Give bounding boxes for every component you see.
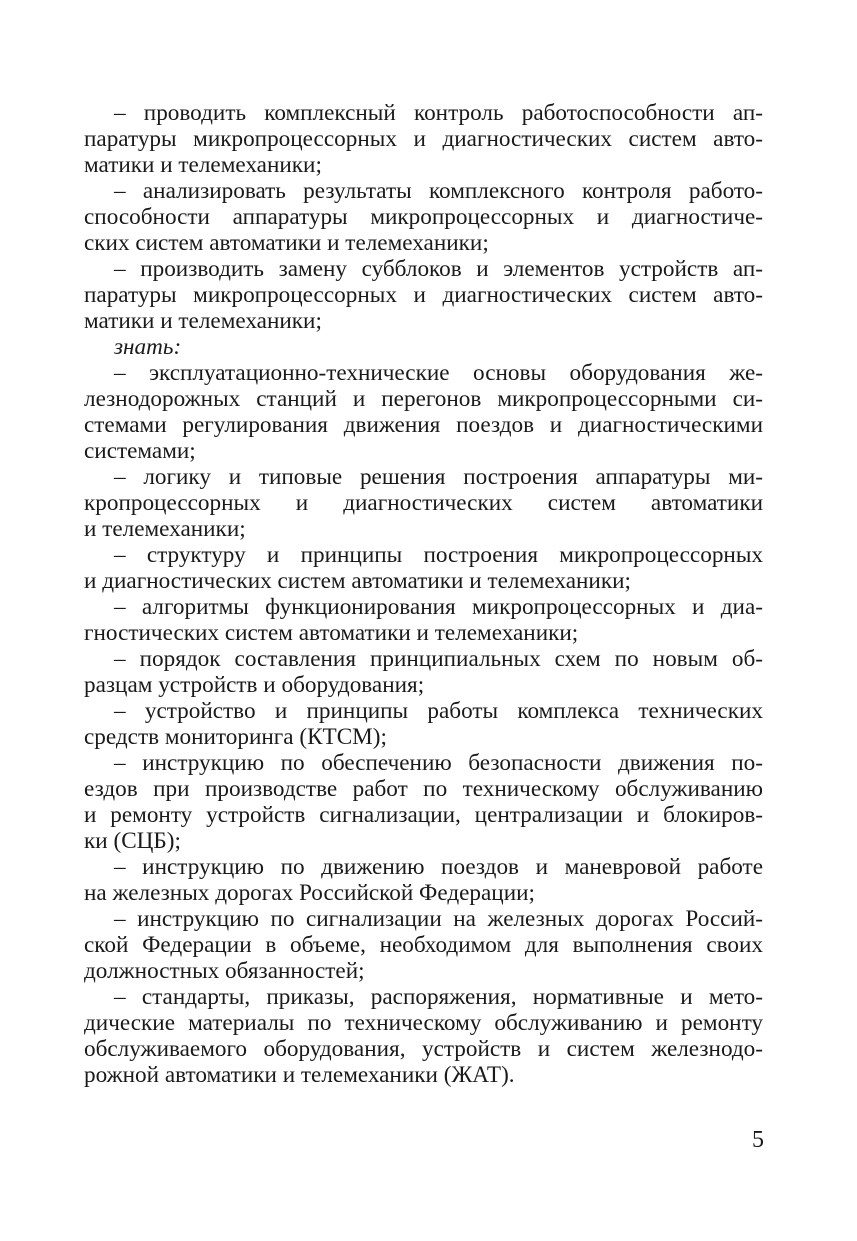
text-line: и телемеханики; [84,516,246,542]
text-line: паратуры микропроцессорных и диагностических систем авто- [84,282,763,308]
section-heading-know: знать: [114,334,182,360]
page-body [84,100,763,1088]
text-line: матики и телемеханики; [84,152,322,178]
text-line: ездов при производстве работ по техническому обслуживанию [84,776,763,802]
text-line: – эксплуатационно-технические основы оборудования же- [114,360,763,386]
text-line: рожной автоматики и телемеханики (ЖАТ). [84,1062,515,1088]
text-line: лезнодорожных станций и перегонов микропроцессорными си- [84,386,763,412]
text-line: гностических систем автоматики и телемеханики; [84,620,579,646]
text-line: – анализировать результаты комплексного контроля работо- [114,178,763,204]
text-line: системами; [84,438,196,464]
text-line: – производить замену субблоков и элементов устройств ап- [114,256,763,282]
text-line: обслуживаемого оборудования, устройств и систем железнодо- [84,1036,763,1062]
text-line: – структуру и принципы построения микропроцессорных [114,542,763,568]
text-line: стемами регулирования движения поездов и диагностическими [84,412,763,438]
text-line: паратуры микропроцессорных и диагностических систем авто- [84,126,763,152]
text-line: матики и телемеханики; [84,308,322,334]
text-line: способности аппаратуры микропроцессорных и диагностиче- [84,204,763,230]
text-line: разцам устройств и оборудования; [84,672,425,698]
text-line: и диагностических систем автоматики и телемеханики; [84,568,631,594]
text-line: – проводить комплексный контроль работоспособности ап- [114,100,763,126]
text-line: кропроцессорных и диагностических систем автоматики [84,490,763,516]
text-line: – устройство и принципы работы комплекса технических [114,698,763,724]
page-number: 5 [752,1127,764,1153]
text-line: ских систем автоматики и телемеханики; [84,230,489,256]
text-line: – инструкцию по сигнализации на железных дорогах Россий- [114,906,763,932]
text-line: ки (СЦБ); [84,828,181,854]
text-line: – стандарты, приказы, распоряжения, нормативные и мето- [114,984,763,1010]
text-line: – инструкцию по обеспечению безопасности движения по- [114,750,763,776]
text-line: ской Федерации в объеме, необходимом для выполнения своих [84,932,763,958]
text-line: должностных обязанностей; [84,958,365,984]
text-line: – порядок составления принципиальных схем по новым об- [114,646,763,672]
text-line: дические материалы по техническому обслуживанию и ремонту [84,1010,763,1036]
text-line: средств мониторинга (КТСМ); [84,724,387,750]
text-line: – логику и типовые решения построения аппаратуры ми- [114,464,763,490]
text-line: – алгоритмы функционирования микропроцессорных и диа- [114,594,763,620]
text-line: на железных дорогах Российской Федерации; [84,880,535,906]
text-line: – инструкцию по движению поездов и маневровой работе [114,854,763,880]
text-line: и ремонту устройств сигнализации, централизации и блокиров- [84,802,763,828]
